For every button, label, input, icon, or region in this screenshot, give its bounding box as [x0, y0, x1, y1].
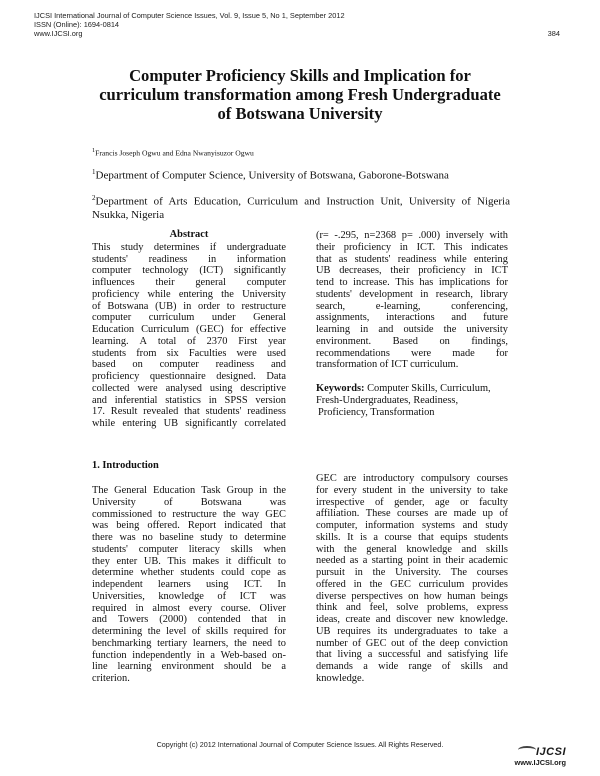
journal-header: IJCSI International Journal of Computer Science Issues, Vol. 9, Issue 5, No 1, September 2012: [34, 11, 345, 20]
issn-line: ISSN (Online): 1694-0814: [34, 20, 120, 29]
keywords-line: Fresh-Undergraduates, Readiness,: [316, 394, 459, 406]
logo-url[interactable]: www.IJCSI.org: [514, 758, 566, 767]
copyright-footer: Copyright (c) 2012 International Journal of Computer Science Issues. All Rights Reserved.: [156, 740, 444, 749]
text-line: students' readiness in information: [92, 253, 286, 265]
introduction-left: [92, 485, 286, 685]
text-line: University of Botswana was: [92, 496, 286, 508]
affiliation-text: Department of Computer Science, University of Botswana, Gaborone-Botswana: [95, 169, 449, 182]
text-line: environment. Based on findings,: [316, 335, 508, 347]
text-line: that as students' readiness while entering: [316, 253, 508, 265]
abstract-left: [92, 229, 286, 430]
text-line: computer curriculum under General: [92, 312, 286, 324]
abstract-right: [316, 230, 508, 418]
text-line: independent learners using ICT. In: [92, 579, 286, 590]
ijcsi-logo: [504, 746, 566, 767]
author-names: Francis Joseph Ogwu and Edna Nwanyisuzor Ogwu: [95, 148, 254, 158]
text-line: UB requires its undergraduates to take a: [316, 625, 508, 637]
text-line: tend to increase. This has implications for: [316, 277, 508, 288]
keywords-label: Keywords:: [316, 383, 365, 394]
title-line: Computer Proficiency Skills and Implication for: [129, 66, 471, 85]
text-line: of Botswana (UB) in order to restructure: [92, 300, 286, 312]
title-line: of Botswana University: [217, 104, 383, 123]
text-line: assignments, interactions and future: [316, 312, 508, 324]
site-url[interactable]: www.IJCSI.org: [34, 29, 83, 38]
text-line: affiliation. These courses are made up of: [316, 508, 508, 520]
text-line: (r= -.295, n=2368 p= .000) inversely with: [316, 230, 508, 241]
text-line: criterion.: [92, 673, 130, 684]
text-line: based on computer readiness and: [92, 359, 286, 371]
text-line: recommendations were made for: [316, 347, 508, 359]
authors: [92, 147, 254, 158]
text-line: was being offered. Report indicated that: [92, 520, 286, 532]
abstract-heading: Abstract: [169, 229, 209, 240]
text-line: irrespective of gender, age or faculty: [316, 496, 508, 508]
text-line: influences their general computer: [92, 277, 286, 288]
text-line: search, e-learning, conferencing,: [316, 300, 508, 312]
text-line: learning. A total of 2370 First year: [92, 335, 286, 347]
text-line: diverse perspectives on how human beings: [316, 590, 508, 602]
text-line: ideas, create and discover new knowledge.: [316, 614, 508, 625]
affiliation-text: Department of Arts Education, Curriculum and Instruction Unit, University of Nigeria Nsukka, Nigeria: [92, 195, 510, 222]
keyword-text: Computer Skills, Curriculum,: [367, 383, 491, 394]
abstract-continued: [316, 230, 508, 371]
title-line: curriculum transformation among Fresh Undergraduate: [99, 85, 501, 104]
text-line: and inferential statistics in SPSS version: [92, 394, 286, 406]
text-line: for every student in the university to take: [316, 484, 508, 496]
text-line: GEC are introductory compulsory courses: [316, 473, 508, 484]
text-line: determining the level of skills required for: [92, 626, 286, 637]
introduction-body-left: [92, 485, 286, 685]
text-line: determine whether students could cope as: [92, 567, 286, 579]
text-line: there was no baseline study to determine: [92, 532, 286, 543]
text-line: This study determines if undergraduate: [92, 241, 286, 253]
text-line: transformation of ICT curriculum.: [316, 359, 459, 371]
text-line: computer, information systems and study: [316, 520, 508, 531]
text-line: required in almost every course. Oliver: [92, 602, 286, 614]
keywords-line: [316, 383, 508, 395]
text-line: while entering UB significantly correlated: [92, 418, 286, 429]
text-line: with the general knowledge and skills: [316, 543, 508, 555]
affiliation-1: [92, 166, 510, 183]
text-line: Education Curriculum (GEC) for effective: [92, 324, 286, 335]
affiliation-2: [92, 192, 510, 223]
text-line: Universities, knowledge of ICT was: [92, 590, 286, 602]
text-line: learning in and outside the university: [316, 324, 508, 335]
text-line: that living a successful and satisfying life: [316, 649, 508, 661]
text-line: students' development in research, library: [316, 288, 508, 300]
text-line: computer technology (ICT) significantly: [92, 265, 286, 277]
logo-swoosh-icon: [518, 746, 536, 754]
text-line: knowledge.: [316, 672, 365, 684]
text-line: pursuit in the University. The courses: [316, 567, 508, 578]
abstract-body: [92, 242, 286, 430]
text-line: proficiency questionnaire designed. Data: [92, 371, 286, 382]
section-heading-introduction: 1. Introduction: [92, 460, 159, 471]
text-line: students from six Faculties were used: [92, 347, 286, 359]
paper-title: [60, 66, 540, 123]
affiliation-mark: 2: [92, 194, 96, 202]
text-line: commissioned to restructure the way GEC: [92, 508, 286, 520]
affiliation-mark: 1: [92, 168, 96, 176]
text-line: benchmarking tertiary learners, the need to: [92, 637, 286, 649]
text-line: students' computer literacy skills when: [92, 543, 286, 555]
text-line: line learning environment should be a: [92, 661, 286, 673]
text-line: needed as a starting point in their academic: [316, 555, 508, 567]
page-number: 384: [547, 29, 560, 38]
text-line: demands a wide range of skills and: [316, 661, 508, 672]
logo-mark: IJCSI: [535, 746, 566, 758]
introduction-right: [316, 473, 508, 685]
text-line: offered in the GEC curriculum provides: [316, 578, 508, 590]
text-line: number of GEC out of the deep conviction: [316, 637, 508, 649]
text-line: function independently in a Web-based on-: [92, 649, 286, 661]
author-mark: 1: [92, 147, 96, 154]
text-line: think and feel, solve problems, express: [316, 602, 508, 614]
text-line: collected were analysed using descriptive: [92, 382, 286, 394]
text-line: and Towers (2000) contended that in: [92, 614, 286, 626]
text-line: The General Education Task Group in the: [92, 485, 286, 496]
text-line: 17. Result revealed that students' readiness: [92, 406, 286, 418]
text-line: proficiency while entering the University: [92, 288, 286, 300]
keywords-line: Proficiency, Transformation: [318, 406, 435, 418]
text-line: they enter UB. This makes it difficult to: [92, 555, 286, 567]
text-line: UB decreases, their proficiency in ICT: [316, 265, 508, 277]
introduction-body-right: [316, 473, 508, 685]
text-line: their proficiency in ICT. This indicates: [316, 241, 508, 253]
text-line: skills. It is a course that equips students: [316, 531, 508, 543]
